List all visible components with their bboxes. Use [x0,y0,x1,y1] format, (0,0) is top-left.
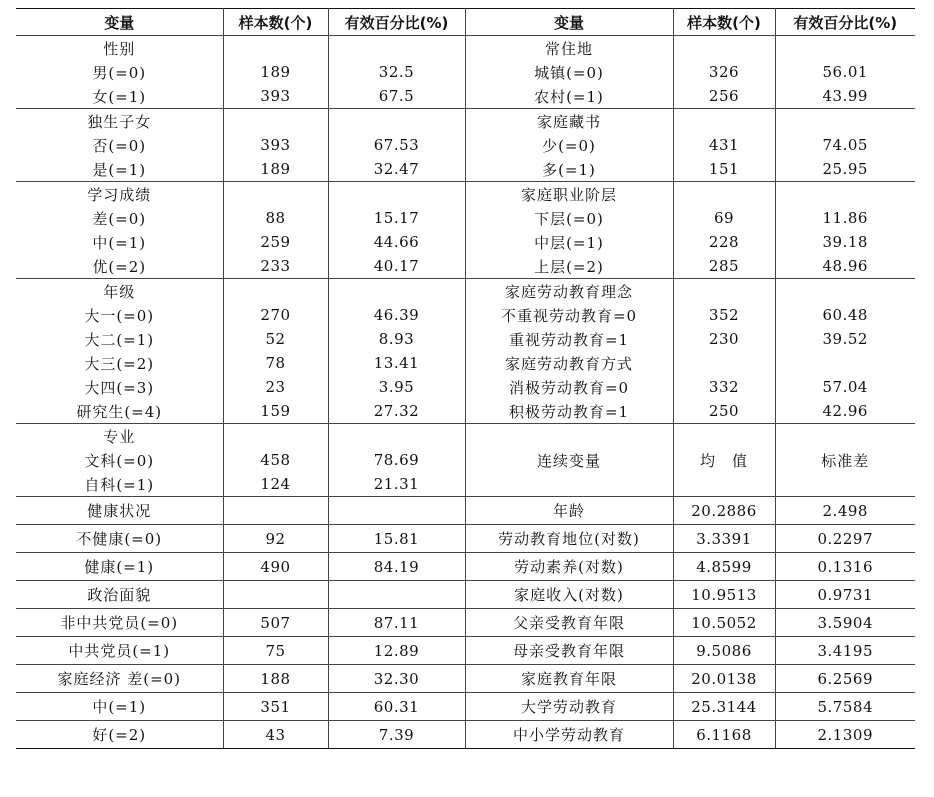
category-label: 中共党员(=1) [16,637,223,665]
header-percent-left: 有效百分比(%) [328,9,465,36]
count-cell: 351 [223,693,328,721]
section-title: 常住地 [465,36,673,61]
mean-cell: 4.8599 [673,553,775,581]
mean-cell: 10.9513 [673,581,775,609]
header-count-left: 样本数(个) [223,9,328,36]
continuous-header-mean: 均 值 [673,424,775,497]
table-row [16,553,915,581]
count-cell: 23 [223,375,328,399]
continuous-variable: 大学劳动教育 [465,693,673,721]
table-row [16,609,915,637]
percent-cell: 3.95 [328,375,465,399]
category-label: 男(=0) [16,60,223,84]
table-row [16,399,915,424]
count-cell: 285 [673,254,775,279]
percent-cell: 56.01 [822,63,868,81]
category-label: 大二(=1) [16,327,223,351]
mean-cell: 9.5086 [673,637,775,665]
sd-cell: 2.1309 [775,721,915,749]
category-label: 是(=1) [16,157,223,182]
percent-cell: 39.52 [822,330,868,348]
count-cell: 188 [223,665,328,693]
percent-cell: 87.11 [328,609,465,637]
count-cell: 52 [223,327,328,351]
table-row [16,424,915,449]
mean-cell: 20.2886 [673,497,775,525]
percent-cell: 46.39 [328,303,465,327]
table-row [16,693,915,721]
sd-cell: 0.1316 [775,553,915,581]
category-label: 大一(=0) [16,303,223,327]
category-label: 女(=1) [16,84,223,109]
mean-cell: 25.3144 [673,693,775,721]
category-label: 否(=0) [16,133,223,157]
section-title: 家庭藏书 [465,109,673,134]
count-cell: 92 [223,525,328,553]
count-cell: 326 [673,60,775,84]
table-row [16,279,915,304]
sd-cell: 3.4195 [775,637,915,665]
count-cell: 431 [673,133,775,157]
percent-cell: 84.19 [328,553,465,581]
sd-cell: 2.498 [775,497,915,525]
sd-cell: 6.2569 [775,665,915,693]
count-cell: 159 [223,399,328,424]
table-row [16,303,915,327]
percent-cell: 48.96 [822,257,868,275]
table-row [16,84,915,109]
continuous-variable: 劳动教育地位(对数) [465,525,673,553]
count-cell: 233 [223,254,328,279]
category-label: 中(=1) [16,230,223,254]
continuous-variable: 父亲受教育年限 [465,609,673,637]
continuous-header-sd: 标准差 [775,424,915,497]
category-label: 中层(=1) [465,230,673,254]
count-cell: 43 [223,721,328,749]
count-cell: 189 [223,60,328,84]
percent-cell: 15.81 [328,525,465,553]
count-cell: 69 [673,206,775,230]
section-title: 家庭职业阶层 [465,182,673,207]
percent-cell: 27.32 [328,399,465,424]
category-label: 健康(=1) [16,553,223,581]
continuous-variable: 中小学劳动教育 [465,721,673,749]
table-row [16,637,915,665]
count-cell: 228 [673,230,775,254]
table-row [16,182,915,207]
count-cell: 88 [223,206,328,230]
category-label: 非中共党员(=0) [16,609,223,637]
table-row [16,60,915,84]
sd-cell: 5.7584 [775,693,915,721]
percent-cell: 67.53 [328,133,465,157]
section-title: 政治面貌 [16,581,223,609]
category-label: 消极劳动教育=0 [465,375,673,399]
sd-cell: 0.9731 [775,581,915,609]
table-row [16,327,915,351]
header-variable-right: 变量 [465,9,673,36]
category-label: 研究生(=4) [16,399,223,424]
mean-cell: 6.1168 [673,721,775,749]
table-row [16,36,915,61]
category-label: 自科(=1) [16,472,223,497]
table-row [16,206,915,230]
category-label: 城镇(=0) [465,60,673,84]
table-row [16,525,915,553]
section-title: 学习成绩 [16,182,223,207]
count-cell: 507 [223,609,328,637]
continuous-variable: 家庭教育年限 [465,665,673,693]
table-row [16,351,915,375]
count-cell: 151 [673,157,775,182]
category-label: 中(=1) [16,693,223,721]
percent-cell: 60.31 [328,693,465,721]
section-title: 专业 [16,424,223,449]
count-cell: 259 [223,230,328,254]
table-row [16,230,915,254]
percent-cell: 21.31 [328,472,465,497]
percent-cell: 11.86 [822,209,868,227]
section-title: 独生子女 [16,109,223,134]
table-row [16,581,915,609]
count-cell: 352 [673,303,775,327]
percent-cell: 15.17 [328,206,465,230]
percent-cell: 32.5 [328,60,465,84]
category-label: 文科(=0) [16,448,223,472]
percent-cell: 44.66 [328,230,465,254]
table-row [16,665,915,693]
count-cell: 189 [223,157,328,182]
percent-cell: 25.95 [822,160,868,178]
count-cell: 393 [223,133,328,157]
category-label: 优(=2) [16,254,223,279]
count-cell: 124 [223,472,328,497]
percent-cell: 74.05 [822,136,868,154]
continuous-variable: 家庭收入(对数) [465,581,673,609]
category-label: 多(=1) [465,157,673,182]
section-title: 家庭劳动教育方式 [465,351,673,375]
percent-cell: 8.93 [328,327,465,351]
count-cell: 332 [673,375,775,399]
section-title: 健康状况 [16,497,223,525]
count-cell: 458 [223,448,328,472]
sd-cell: 0.2297 [775,525,915,553]
continuous-variable: 年龄 [465,497,673,525]
count-cell: 230 [673,327,775,351]
percent-cell: 40.17 [328,254,465,279]
percent-cell: 32.47 [328,157,465,182]
mean-cell: 20.0138 [673,665,775,693]
percent-cell: 67.5 [328,84,465,109]
header-percent-right: 有效百分比(%) [775,9,915,36]
category-label: 家庭经济 差(=0) [16,665,223,693]
table-row [16,721,915,749]
category-label: 下层(=0) [465,206,673,230]
category-label: 大四(=3) [16,375,223,399]
mean-cell: 3.3391 [673,525,775,553]
category-label: 差(=0) [16,206,223,230]
count-cell: 270 [223,303,328,327]
statistics-table [16,8,915,749]
percent-cell: 7.39 [328,721,465,749]
category-label: 大三(=2) [16,351,223,375]
category-label: 不重视劳动教育=0 [465,303,673,327]
table-row [16,254,915,279]
table-row [16,157,915,182]
percent-cell: 12.89 [328,637,465,665]
header-variable-left: 变量 [16,9,223,36]
table-row [16,375,915,399]
table-row [16,109,915,134]
count-cell: 75 [223,637,328,665]
count-cell: 78 [223,351,328,375]
count-cell: 250 [673,399,775,424]
percent-cell: 43.99 [822,87,868,105]
category-label: 上层(=2) [465,254,673,279]
category-label: 重视劳动教育=1 [465,327,673,351]
section-title: 家庭劳动教育理念 [465,279,673,304]
section-title: 年级 [16,279,223,304]
continuous-variable: 母亲受教育年限 [465,637,673,665]
category-label: 少(=0) [465,133,673,157]
continuous-header-label: 连续变量 [465,424,673,497]
section-title: 性别 [16,36,223,61]
percent-cell: 60.48 [822,306,868,324]
category-label: 农村(=1) [465,84,673,109]
percent-cell: 42.96 [822,402,868,420]
count-cell: 256 [673,84,775,109]
count-cell: 490 [223,553,328,581]
table-row [16,497,915,525]
sd-cell: 3.5904 [775,609,915,637]
count-cell: 393 [223,84,328,109]
header-row [16,9,915,36]
percent-cell: 32.30 [328,665,465,693]
category-label: 不健康(=0) [16,525,223,553]
header-count-right: 样本数(个) [673,9,775,36]
category-label: 好(=2) [16,721,223,749]
percent-cell: 39.18 [822,233,868,251]
category-label: 积极劳动教育=1 [465,399,673,424]
percent-cell: 57.04 [822,378,868,396]
mean-cell: 10.5052 [673,609,775,637]
table-row [16,133,915,157]
percent-cell: 78.69 [328,448,465,472]
continuous-variable: 劳动素养(对数) [465,553,673,581]
percent-cell: 13.41 [328,351,465,375]
